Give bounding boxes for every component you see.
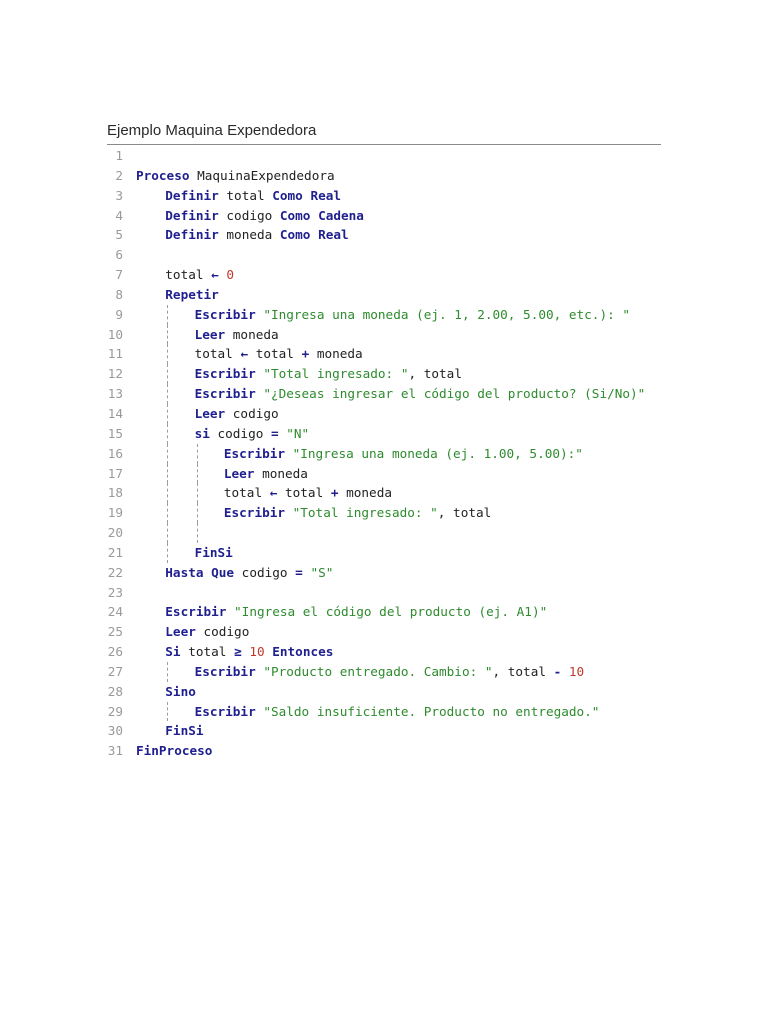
keyword: Leer	[223, 465, 255, 481]
code-text: total	[194, 346, 241, 362]
code-line	[0, 523, 768, 543]
code-content	[195, 325, 279, 345]
code-content	[195, 702, 600, 722]
code-text	[285, 446, 293, 461]
line-number: 3	[115, 187, 123, 203]
keyword: Como Real	[279, 227, 349, 243]
indent-guide	[167, 464, 168, 484]
string-literal: "¿Deseas ingresar el código del producto? (Si/No)"	[263, 386, 646, 402]
keyword: Escribir	[194, 663, 256, 679]
code-line	[0, 642, 768, 662]
line-number: 22	[107, 564, 123, 580]
line-number: 7	[115, 267, 123, 283]
code-line	[0, 543, 768, 563]
code-content	[165, 265, 234, 285]
indent-guide	[167, 662, 168, 682]
line-number: 23	[107, 584, 123, 600]
code-text: , total	[492, 663, 554, 679]
operator: =	[295, 564, 303, 580]
operator: ←	[240, 346, 249, 362]
code-content	[165, 721, 203, 741]
line-number: 13	[107, 386, 123, 402]
code-text: total	[277, 485, 331, 501]
code-content	[165, 186, 341, 206]
line-number: 20	[107, 525, 123, 541]
code-line	[0, 186, 768, 206]
string-literal: "N"	[286, 425, 310, 441]
indent-guide	[167, 503, 168, 523]
operator: ≥	[234, 644, 242, 660]
code-text: moneda	[225, 326, 279, 342]
code-text: total	[218, 187, 273, 203]
code-content	[224, 503, 491, 523]
line-number: 21	[107, 544, 123, 560]
code-text: codigo	[234, 564, 296, 580]
keyword: Escribir	[165, 604, 227, 620]
code-text: codigo	[195, 624, 250, 640]
line-number: 12	[107, 366, 123, 382]
indent-guide	[197, 503, 198, 523]
code-content	[195, 404, 279, 424]
keyword: Escribir	[194, 306, 256, 322]
code-text: , total	[437, 505, 492, 521]
keyword: Definir	[165, 227, 219, 243]
code-text	[285, 505, 293, 520]
code-block	[0, 146, 768, 761]
code-line	[0, 622, 768, 642]
code-line	[0, 563, 768, 583]
keyword: Repetir	[165, 286, 219, 302]
keyword: Escribir	[194, 703, 256, 719]
code-line	[0, 364, 768, 384]
indent-guide	[197, 523, 198, 543]
code-line	[0, 483, 768, 503]
line-number: 17	[107, 465, 123, 481]
number-literal: 0	[226, 267, 235, 283]
code-content	[136, 741, 212, 761]
code-content	[165, 622, 249, 642]
code-line	[0, 404, 768, 424]
code-content	[224, 464, 308, 484]
code-content	[165, 602, 547, 622]
line-number: 19	[107, 505, 123, 521]
line-number: 24	[107, 604, 123, 620]
line-number: 5	[115, 227, 123, 243]
operator: ←	[211, 267, 219, 283]
keyword: Entonces	[272, 644, 334, 660]
keyword: Proceso	[136, 167, 190, 183]
code-text: moneda	[338, 485, 392, 501]
code-line	[0, 721, 768, 741]
code-content	[136, 166, 335, 186]
code-content	[195, 305, 630, 325]
string-literal: "Total ingresado: "	[263, 366, 409, 382]
code-text: codigo	[209, 425, 271, 441]
line-number: 14	[107, 405, 123, 421]
code-text: total	[165, 267, 212, 283]
string-literal: "Total ingresado: "	[292, 505, 438, 521]
indent-guide	[197, 464, 198, 484]
document-title: Ejemplo Maquina Expendedora	[107, 122, 317, 139]
code-line	[0, 444, 768, 464]
indent-guide	[167, 325, 168, 345]
code-line	[0, 325, 768, 345]
code-line	[0, 265, 768, 285]
code-text	[561, 664, 569, 679]
indent-guide	[167, 424, 168, 444]
keyword: FinSi	[194, 544, 233, 560]
code-content	[165, 285, 218, 305]
code-text: total	[248, 346, 302, 362]
keyword: Leer	[165, 624, 196, 640]
code-text: moneda	[309, 346, 363, 362]
operator: -	[553, 663, 562, 679]
line-number: 9	[115, 306, 123, 322]
keyword: Definir	[165, 187, 219, 203]
operator: +	[330, 485, 339, 501]
string-literal: "Producto entregado. Cambio: "	[263, 663, 493, 679]
indent-guide	[167, 444, 168, 464]
code-line	[0, 662, 768, 682]
line-number: 25	[107, 624, 123, 640]
indent-guide	[167, 483, 168, 503]
code-content	[165, 642, 333, 662]
keyword: Como Cadena	[279, 207, 364, 223]
line-number: 2	[115, 167, 123, 183]
code-line	[0, 225, 768, 245]
indent-guide	[197, 483, 198, 503]
keyword: FinSi	[165, 723, 204, 739]
keyword: Escribir	[194, 366, 256, 382]
code-content	[165, 206, 364, 226]
code-line	[0, 285, 768, 305]
string-literal: "S"	[310, 564, 334, 580]
line-number: 31	[107, 743, 123, 759]
code-content	[195, 344, 363, 364]
code-text: codigo	[218, 207, 280, 223]
code-line	[0, 702, 768, 722]
code-line	[0, 245, 768, 265]
keyword: Si	[165, 644, 181, 660]
operator: =	[270, 425, 279, 441]
keyword: Definir	[165, 207, 219, 223]
indent-guide	[167, 305, 168, 325]
code-line	[0, 682, 768, 702]
operator: +	[301, 346, 310, 362]
indent-guide	[167, 702, 168, 722]
keyword: Escribir	[194, 386, 256, 402]
keyword: si	[194, 425, 210, 441]
indent-guide	[167, 364, 168, 384]
keyword: Escribir	[223, 445, 285, 461]
indent-guide	[167, 404, 168, 424]
code-text: , total	[408, 366, 462, 382]
line-number: 30	[107, 723, 123, 739]
string-literal: "Ingresa una moneda (ej. 1.00, 5.00):"	[292, 445, 583, 461]
line-number: 29	[107, 703, 123, 719]
string-literal: "Saldo insuficiente. Producto no entregado."	[263, 703, 600, 719]
line-number: 26	[107, 644, 123, 660]
indent-guide	[167, 523, 168, 543]
code-text: total	[223, 485, 270, 501]
code-content	[195, 662, 585, 682]
code-line	[0, 602, 768, 622]
code-line	[0, 741, 768, 761]
code-line	[0, 464, 768, 484]
number-literal: 10	[249, 644, 265, 660]
indent-guide	[167, 543, 168, 563]
indent-guide	[167, 384, 168, 404]
code-text: codigo	[225, 405, 279, 421]
code-text: moneda	[218, 227, 280, 243]
code-content	[195, 384, 646, 404]
line-number: 27	[107, 663, 123, 679]
line-number: 10	[107, 326, 123, 342]
code-line	[0, 583, 768, 603]
line-number: 4	[115, 207, 123, 223]
code-text: total	[180, 644, 235, 660]
code-line	[0, 305, 768, 325]
line-number: 16	[107, 445, 123, 461]
code-content	[195, 364, 462, 384]
code-line	[0, 344, 768, 364]
code-line	[0, 384, 768, 404]
code-line	[0, 206, 768, 226]
keyword: Hasta Que	[165, 564, 235, 580]
code-text	[226, 604, 234, 619]
keyword: Como Real	[272, 187, 342, 203]
number-literal: 10	[568, 663, 585, 679]
line-number: 11	[107, 346, 123, 362]
line-number: 15	[107, 425, 123, 441]
code-content	[165, 682, 196, 702]
keyword: Leer	[194, 405, 226, 421]
keyword: FinProceso	[136, 743, 213, 759]
keyword: Sino	[165, 683, 196, 699]
indent-guide	[167, 344, 168, 364]
string-literal: "Ingresa el código del producto (ej. A1)"	[234, 604, 548, 620]
line-number: 6	[115, 247, 123, 263]
code-content	[165, 225, 348, 245]
code-content	[195, 543, 233, 563]
code-content	[165, 563, 333, 583]
code-line	[0, 424, 768, 444]
code-content	[224, 444, 583, 464]
line-number: 28	[107, 683, 123, 699]
keyword: Leer	[194, 326, 226, 342]
code-text: moneda	[254, 465, 308, 481]
code-line	[0, 503, 768, 523]
line-number: 1	[115, 148, 123, 163]
title-divider	[107, 144, 661, 145]
code-content	[224, 483, 392, 503]
code-line	[0, 166, 768, 186]
indent-guide	[197, 444, 198, 464]
line-number: 18	[107, 485, 123, 501]
keyword: Escribir	[223, 505, 285, 521]
line-number: 8	[115, 286, 123, 302]
string-literal: "Ingresa una moneda (ej. 1, 2.00, 5.00, etc.): "	[263, 306, 630, 322]
code-content	[195, 424, 310, 444]
operator: ←	[269, 485, 278, 501]
code-line	[0, 146, 768, 166]
code-text: MaquinaExpendedora	[189, 167, 335, 183]
